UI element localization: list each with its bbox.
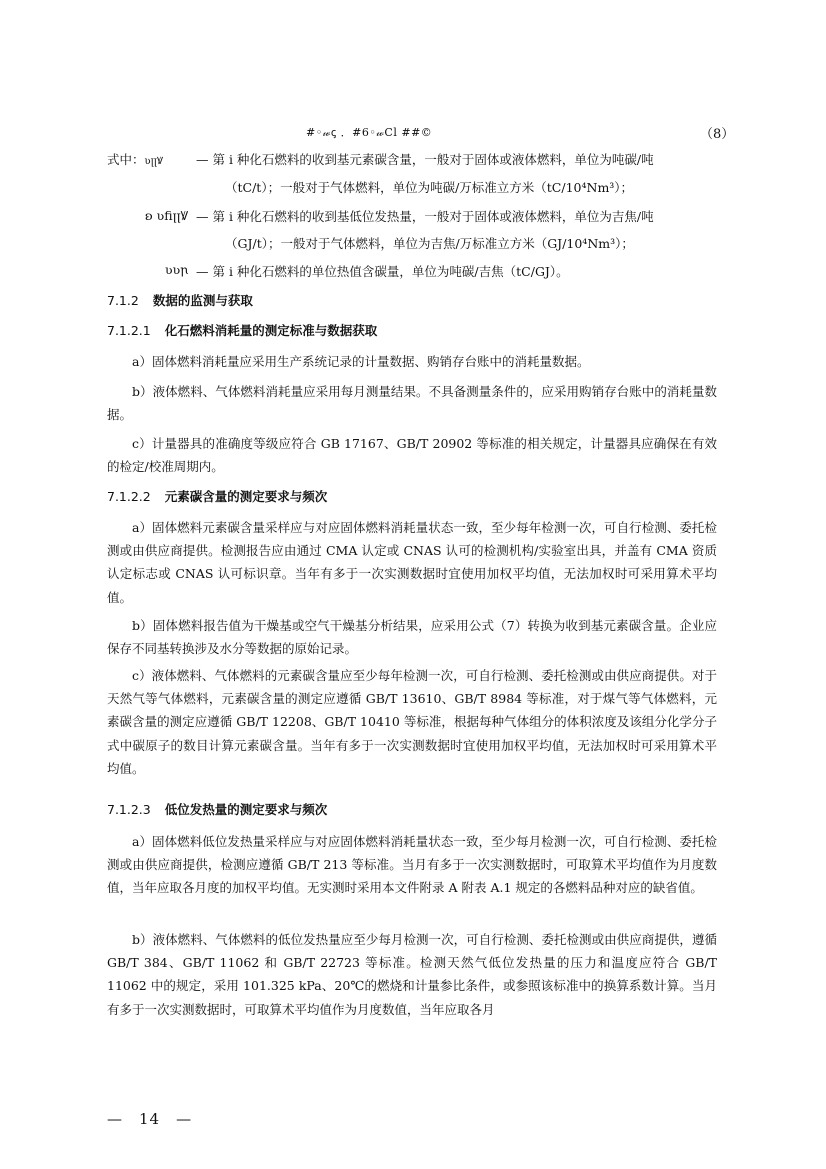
section-title: 数据的监测与获取	[152, 293, 253, 308]
formula: #◦𝓌ꞔ ．#6◦𝓌Cl ##©	[306, 126, 433, 139]
paragraph: a）固体燃料低位发热量采样应与对应固体燃料消耗量状态一致，至少每月检测一次，可自行检测、委托检测或由供应商提供，检测应遵循 GB/T 213 等标准。当月有多于一次实测数据时，可取算术平均值作为月度数值，当年应取各月度的加权平均值。无实测时采用本文件附录 A 附表 A.1 规定的各燃料品种对应的缺省值。	[107, 834, 717, 896]
definition-text	[196, 150, 654, 168]
definition-dash: —	[196, 152, 209, 167]
definition-prefix: 式中：	[107, 152, 145, 167]
definition-dash: —	[196, 209, 209, 224]
page-number: — 14 —	[107, 1110, 193, 1128]
definition-line1: 第 i 种化石燃料的收到基元素碳含量，一般对于固体或液体燃料，单位为吨碳/吨	[212, 152, 654, 167]
definition-line1: 第 i 种化石燃料的单位热值含碳量，单位为吨碳/吉焦（tC/GJ）。	[212, 264, 569, 279]
paragraph: b）固体燃料报告值为干燥基或空气干燥基分析结果，应采用公式（7）转换为收到基元素碳含量。企业应保存不同基转换涉及水分等数据的原始记录。	[107, 618, 717, 657]
definition-symbol: ʋꞁꞁꝞ	[144, 156, 164, 167]
paragraph: c）计量器具的准确度等级应符合 GB 17167、GB/T 20902 等标准的相关规定，计量器具应确保在有效的检定/校准周期内。	[107, 436, 717, 475]
definition-line1: 第 i 种化石燃料的收到基低位发热量，一般对于固体或液体燃料，单位为吉焦/吨	[212, 209, 654, 224]
definition-text	[196, 262, 569, 280]
definition-line	[107, 150, 163, 168]
section-heading-7-1-2-3	[107, 800, 327, 818]
definition-line2: （GJ/t）；一般对于气体燃料，单位为吉焦/万标准立方米（GJ/10⁴Nm³）；	[225, 236, 634, 251]
definition-symbol: ʋʋꞃ	[165, 262, 189, 277]
paragraph: a）固体燃料元素碳含量采样应与对应固体燃料消耗量状态一致，至少每年检测一次，可自行检测、委托检测或由供应商提供。检测报告应由通过 CMA 认定或 CNAS 认可的检测机构/实验室出具，并盖有 CMA 资质认定标志或 CNAS 认可标识章。当年有多于一次实测数据时宜使用加权平均值，无法加权时可采用算术平均值。	[107, 520, 717, 605]
definition-text	[196, 207, 654, 225]
paragraph: c）液体燃料、气体燃料的元素碳含量应至少每年检测一次，可自行检测、委托检测或由供应商提供。对于天然气等气体燃料，元素碳含量的测定应遵循 GB/T 13610、GB/T 8984 等标准，对于煤气等气体燃料，元素碳含量的测定应遵循 GB/T 12208、GB/T 10410 等标准，根据每种气体组分的体积浓度及该组分化学分子式中碳原子的数目计算元素碳含量。当年有多于一次实测数据时宜使用加权平均值，无法加权时可采用算术平均值。	[107, 668, 717, 776]
section-number: 7.1.2	[107, 293, 139, 308]
definition-line2: （tC/t）；一般对于气体燃料，单位为吨碳/万标准立方米（tC/10⁴Nm³）；	[225, 180, 634, 195]
section-title: 低位发热量的测定要求与频次	[164, 802, 328, 817]
definition-symbol: ʚ ʋﬁꞁꞁꝞ	[145, 208, 189, 223]
paragraph: b）液体燃料、气体燃料的低位发热量应至少每月检测一次，可自行检测、委托检测或由供应商提供，遵循 GB/T 384、GB/T 11062 和 GB/T 22723 等标准。检测天然气低位发热量的压力和温度应符合 GB/T 11062 中的规定，采用 101.325 kPa、20℃的燃烧和计量参比条件，或参照该标准中的换算系数计算。当月有多于一次实测数据时，可取算术平均值作为月度数值，当年应取各月	[107, 932, 717, 1017]
definition-dash: —	[196, 264, 209, 279]
section-number: 7.1.2.1	[107, 323, 151, 338]
section-title: 元素碳含量的测定要求与频次	[164, 489, 328, 504]
paragraph: b）液体燃料、气体燃料消耗量应采用每月测量结果。不具备测量条件的，应采用购销存台账中的消耗量数据。	[107, 384, 717, 423]
section-number: 7.1.2.2	[107, 489, 151, 504]
formula-number: （8）	[700, 127, 735, 142]
section-heading-7-1-2-2	[107, 487, 327, 505]
paragraph: a）固体燃料消耗量应采用生产系统记录的计量数据、购销存台账中的消耗量数据。	[132, 354, 590, 369]
section-heading-7-1-2	[107, 291, 253, 309]
section-title: 化石燃料消耗量的测定标准与数据获取	[164, 323, 378, 338]
section-heading-7-1-2-1	[107, 321, 377, 339]
section-number: 7.1.2.3	[107, 802, 151, 817]
